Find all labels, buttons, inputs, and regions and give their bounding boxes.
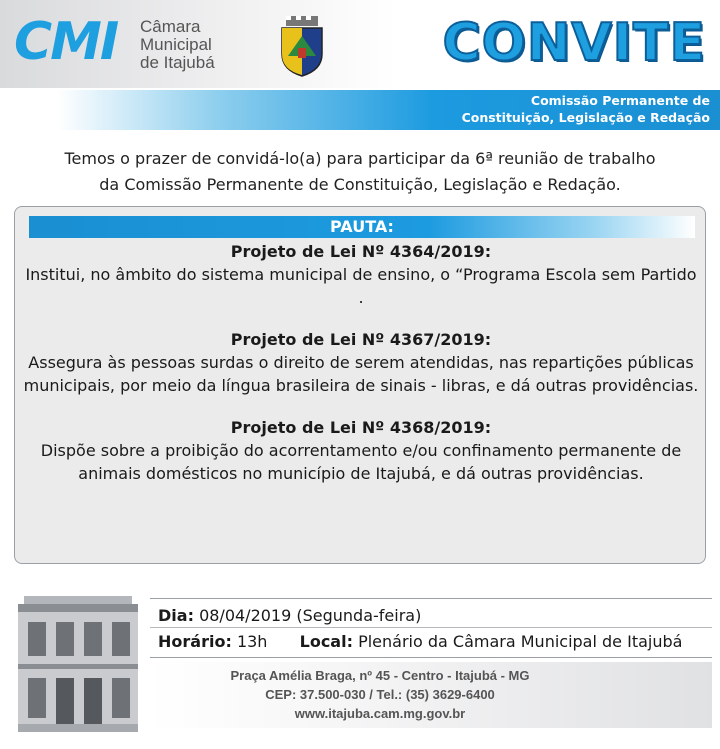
website-link[interactable]: www.itajuba.cam.mg.gov.br bbox=[294, 706, 466, 721]
commission-line2: Constituição, Legislação e Redação bbox=[461, 110, 710, 125]
pauta-item-description: Assegura às pessoas surdas o direito de serem atendidas, nas repartições públicas municipais, por meio da língua brasileira de sinais - libras, e dá outras providências. bbox=[23, 353, 699, 395]
date-value: 08/04/2019 (Segunda-feira) bbox=[199, 606, 422, 625]
cmi-logo: CMI bbox=[14, 12, 118, 72]
pauta-item bbox=[23, 240, 699, 309]
divider bbox=[150, 627, 712, 628]
intro-line1: Temos o prazer de convidá-lo(a) para participar da 6ª reunião de trabalho bbox=[64, 149, 656, 168]
intro-line2: da Comissão Permanente de Constituição, Legislação e Redação. bbox=[99, 175, 621, 194]
convite-title: CONVITE bbox=[442, 13, 706, 73]
date-label: Dia: bbox=[158, 606, 194, 625]
pauta-item-title: Projeto de Lei Nº 4364/2019: bbox=[230, 242, 492, 261]
address-block bbox=[150, 666, 610, 723]
pauta-header: PAUTA: bbox=[29, 216, 695, 238]
time-value: 13h bbox=[236, 632, 268, 651]
pauta-item bbox=[23, 416, 699, 485]
building-illustration bbox=[8, 584, 148, 734]
invitation-intro bbox=[10, 146, 710, 198]
pauta-item-description: Institui, no âmbito do sistema municipal de ensino, o “Programa Escola sem Partido . bbox=[25, 265, 697, 307]
address-line: Praça Amélia Braga, nº 45 - Centro - Itajubá - MG bbox=[230, 668, 530, 683]
pauta-box bbox=[14, 206, 706, 564]
pauta-list bbox=[23, 240, 699, 485]
commission-line1: Comissão Permanente de bbox=[530, 93, 710, 108]
pauta-item bbox=[23, 328, 699, 397]
city-crest-icon bbox=[274, 14, 330, 78]
camara-name-line2: Municipal bbox=[140, 35, 212, 54]
divider bbox=[150, 657, 712, 658]
event-time-location bbox=[158, 632, 682, 651]
header bbox=[0, 0, 720, 88]
camara-name-line1: Câmara bbox=[140, 17, 201, 36]
pauta-item-title: Projeto de Lei Nº 4368/2019: bbox=[230, 418, 492, 437]
camara-name-line3: de Itajubá bbox=[140, 53, 215, 72]
contact-line: CEP: 37.500-030 / Tel.: (35) 3629-6400 bbox=[265, 687, 495, 702]
event-date bbox=[158, 606, 421, 625]
camara-name bbox=[140, 18, 215, 72]
location-label: Local: bbox=[299, 632, 353, 651]
time-label: Horário: bbox=[158, 632, 232, 651]
pauta-item-description: Dispõe sobre a proibição do acorrentamento e/ou confinamento permanente de animais domésticos no município de Itajubá, e dá outras providências. bbox=[40, 441, 682, 483]
commission-name bbox=[462, 92, 710, 126]
pauta-item-title: Projeto de Lei Nº 4367/2019: bbox=[230, 330, 492, 349]
location-value: Plenário da Câmara Municipal de Itajubá bbox=[358, 632, 683, 651]
divider bbox=[150, 598, 712, 599]
